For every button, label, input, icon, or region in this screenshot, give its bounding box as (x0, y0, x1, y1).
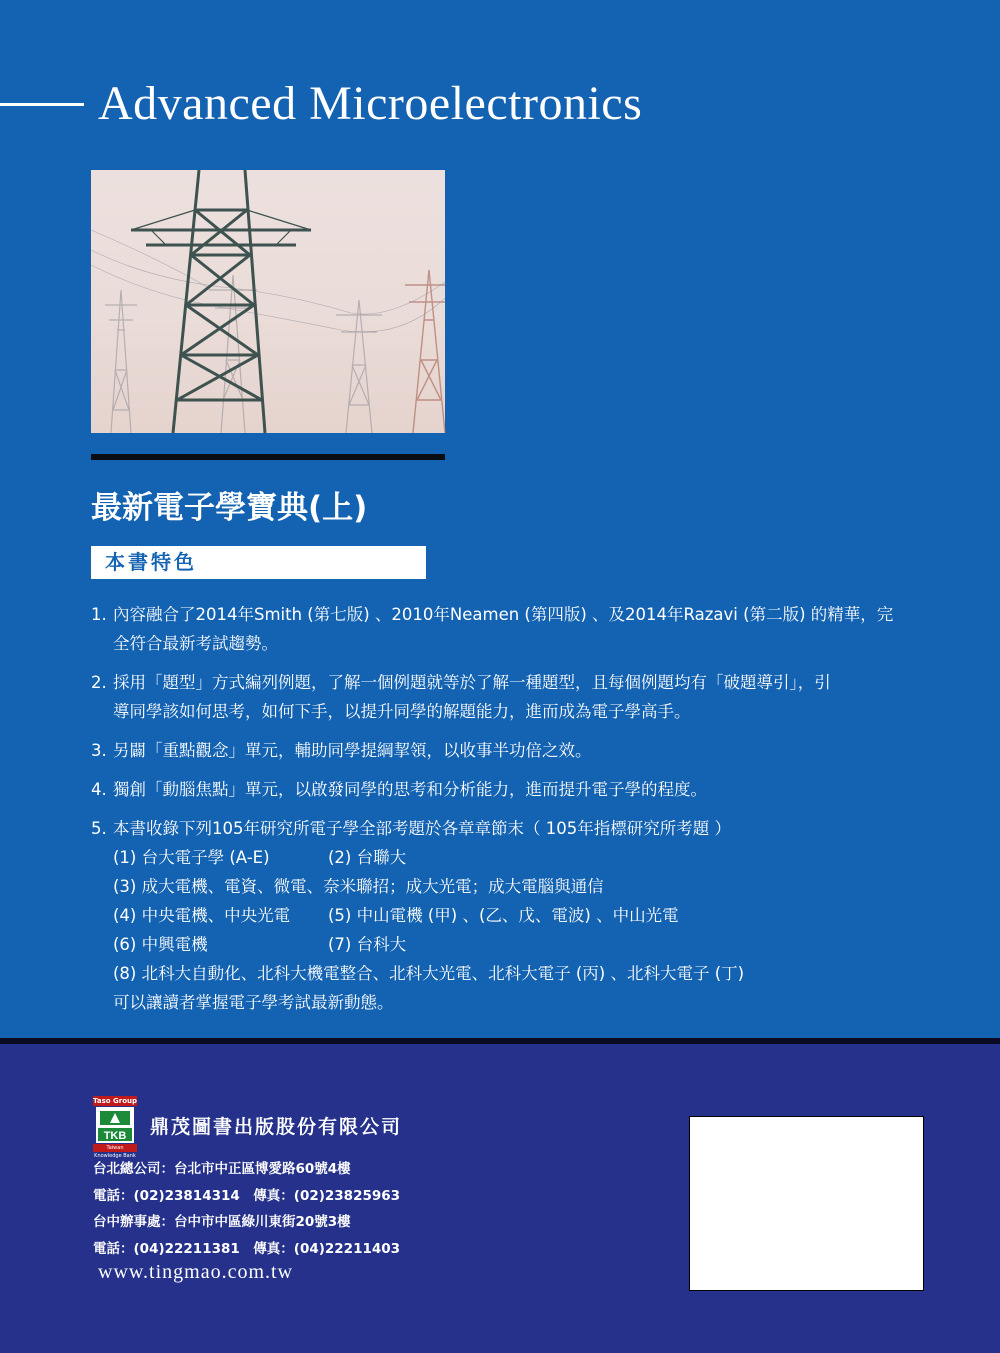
school-entry: (7) 台科大 (328, 935, 407, 954)
features-heading: 本書特色 (91, 546, 426, 579)
english-title: Advanced Microelectronics (98, 77, 643, 130)
barcode-area (689, 1116, 924, 1291)
book-title: 最新電子學寶典(上) (91, 490, 368, 526)
website-link[interactable]: www.tingmao.com.tw (98, 1261, 294, 1283)
feature-number: 1. (91, 605, 107, 624)
feature-line: 內容融合了2014年Smith (第七版) 、2010年Neamen (第四版) 、及2014年Razavi (第二版) 的精華，完 (113, 605, 894, 624)
school-row (113, 959, 953, 988)
logo-mark-icon (96, 1107, 134, 1143)
decorative-rule (0, 103, 84, 106)
school-list (113, 843, 953, 1017)
feature-item (91, 600, 953, 658)
features-list (91, 600, 953, 1027)
feature-line: 導同學該如何思考，如何下手，以提升同學的解題能力，進而成為電子學高手。 (113, 702, 691, 721)
contact-line: 台北總公司：台北市中正區博愛路60號4樓 (93, 1161, 351, 1177)
feature-item (91, 775, 953, 804)
feature-number: 5. (91, 819, 107, 838)
publisher-logo (93, 1096, 138, 1159)
feature-item (91, 814, 953, 1017)
feature-number: 3. (91, 741, 107, 760)
school-entry: (1) 台大電子學 (A-E) (113, 848, 270, 867)
school-entry: (6) 中興電機 (113, 935, 208, 954)
closing-line (113, 988, 953, 1017)
feature-item (91, 736, 953, 765)
title-rule (91, 454, 445, 460)
feature-line: 另闢「重點觀念」單元，輔助同學提綱挈領，以收事半功倍之效。 (113, 741, 592, 760)
feature-line: 本書收錄下列105年研究所電子學全部考題於各章章節末（ 105年指標研究所考題 ） (113, 819, 731, 838)
school-row (113, 930, 953, 959)
school-entry: (5) 中山電機 (甲) 、(乙、戊、電波) 、中山光電 (328, 906, 679, 925)
school-entry: (3) 成大電機、電資、微電、奈米聯招；成大光電；成大電腦與通信 (113, 877, 604, 896)
school-row (113, 872, 953, 901)
feature-number: 2. (91, 673, 107, 692)
feature-item (91, 668, 953, 726)
contact-info (93, 1156, 400, 1262)
contact-line: 電話：(02)23814314 傳真：(02)23825963 (93, 1187, 401, 1204)
school-entry: (8) 北科大自動化、北科大機電整合、北科大光電、北科大電子 (丙) 、北科大電子 (丁) (113, 964, 745, 983)
school-row (113, 901, 953, 930)
feature-line: 全符合最新考試趨勢。 (113, 634, 278, 653)
school-entry: (2) 台聯大 (328, 848, 407, 867)
contact-line: 電話：(04)22211381 傳真：(04)22211403 (93, 1240, 401, 1257)
feature-line: 採用「題型」方式編列例題，了解一個例題就等於了解一種題型，且每個例題均有「破題導引」，引 (113, 673, 831, 692)
power-tower-photo (91, 170, 445, 433)
logo-bottom-text: Taiwan Knowledge Bank (94, 1145, 136, 1159)
school-entry: (4) 中央電機、中央光電 (113, 906, 291, 925)
school-row (113, 843, 953, 872)
closing-text: 可以讓讀者掌握電子學考試最新動態。 (113, 993, 394, 1012)
logo-mark-text: TKB (103, 1130, 127, 1142)
logo-top-text: Taso Group (93, 1097, 138, 1105)
feature-number: 4. (91, 780, 107, 799)
contact-line: 台中辦事處：台中市中區綠川東街20號3樓 (93, 1214, 351, 1230)
publisher-name: 鼎茂圖書出版股份有限公司 (150, 1116, 403, 1138)
feature-line: 獨創「動腦焦點」單元，以啟發同學的思考和分析能力，進而提升電子學的程度。 (113, 780, 707, 799)
